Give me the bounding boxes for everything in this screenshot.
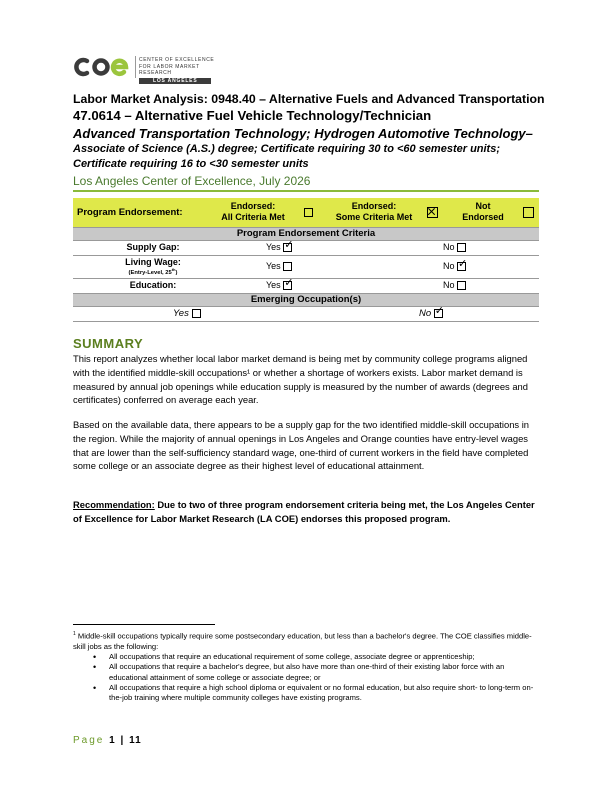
checkbox-emerging-yes[interactable]: [192, 309, 201, 318]
title-line5: Certificate requiring 16 to <30 semester units: [73, 158, 309, 170]
emerging-yes: [173, 308, 201, 319]
footnote: [73, 629, 543, 704]
emerging-row: [73, 306, 539, 322]
option-not-endorsed: [453, 201, 513, 223]
no-label: No: [443, 242, 455, 252]
logo-line2: FOR LABOR MARKET RESEARCH: [139, 63, 200, 76]
summary-paragraph-1: This report analyzes whether local labor market demand is being met by community college programs aligned with the identified middle-skill occupations¹ or whether a shortage of workers exists. Labor market demand is measured by annual job openings while education supply is measured by the number of awards (degrees and certificates) conferred on average each year.: [73, 353, 528, 406]
criteria-no: [443, 280, 466, 290]
recommendation-label: Recommendation:: [73, 499, 155, 510]
recommendation-text: Due to two of three program endorsement criteria being met, the Los Angeles Center of Excellence for Labor Market Research (LA COE) endorses this proposed program.: [73, 499, 535, 524]
criteria-label: Education:: [129, 280, 177, 290]
option-not-line2: Endorsed: [462, 212, 504, 222]
page-total: 11: [129, 735, 142, 746]
checkbox-some-criteria[interactable]: [427, 207, 438, 218]
logo-line1: CENTER OF EXCELLENCE: [139, 57, 215, 63]
yes-label: Yes: [266, 242, 281, 252]
criteria-row-education: [73, 278, 539, 293]
logo-text: [139, 57, 233, 84]
option-some-line1: Endorsed:: [351, 201, 397, 211]
recommendation: [73, 498, 541, 526]
criteria-label: Supply Gap:: [126, 242, 180, 252]
checkbox-living-wage-no[interactable]: [457, 262, 466, 271]
title-line1: Labor Market Analysis: 0948.40 – Alternative Fuels and Advanced Transportation: [73, 92, 545, 106]
living-wage-sub: (Entry-Level, 25th): [128, 267, 178, 276]
summary-heading: SUMMARY: [73, 336, 144, 351]
checkbox-not-endorsed[interactable]: [523, 207, 534, 218]
criteria-no: [443, 242, 466, 252]
footnote-bullet: • All occupations that require an educational requirement of some college, associate degree or apprenticeship;: [103, 652, 543, 662]
option-some-line2: Some Criteria Met: [335, 212, 413, 222]
criteria-yes: [266, 261, 292, 271]
checkbox-all-criteria[interactable]: [304, 208, 313, 217]
living-wage-label: Living Wage:: [125, 257, 181, 267]
checkbox-emerging-no[interactable]: [434, 309, 443, 318]
criteria-yes: [266, 280, 292, 290]
endorsement-label: Program Endorsement:: [77, 207, 183, 218]
title-line2: 47.0614 – Alternative Fuel Vehicle Technology/Technician: [73, 108, 432, 123]
option-not-line1: Not: [475, 201, 491, 211]
coe-logo-mark: [73, 52, 133, 82]
checkbox-supply-gap-yes[interactable]: [283, 243, 292, 252]
option-all-line2: All Criteria Met: [221, 212, 285, 222]
criteria-label: [73, 257, 233, 276]
checkbox-education-yes[interactable]: [283, 281, 292, 290]
criteria-row-living-wage: [73, 255, 539, 278]
page-word: Page: [73, 735, 105, 746]
coe-logo: [73, 52, 233, 82]
criteria-yes: [266, 242, 292, 252]
page-separator: |: [120, 735, 125, 746]
logo-bar: LOS ANGELES: [139, 78, 211, 85]
option-some-criteria: [329, 201, 419, 223]
title-rule: [73, 190, 539, 192]
option-all-line1: Endorsed:: [230, 201, 276, 211]
title-line3: Advanced Transportation Technology; Hydrogen Automotive Technology–: [73, 126, 533, 141]
title-line4: Associate of Science (A.S.) degree; Certificate requiring 30 to <60 semester units;: [73, 143, 501, 155]
no-label: No: [443, 261, 455, 271]
checkbox-supply-gap-no[interactable]: [457, 243, 466, 252]
criteria-row-supply-gap: [73, 240, 539, 255]
emerging-no: [419, 308, 443, 319]
yes-label: Yes: [266, 261, 281, 271]
yes-label: Yes: [266, 280, 281, 290]
checkbox-education-no[interactable]: [457, 281, 466, 290]
footnote-list: [73, 652, 543, 703]
page-number: 1: [109, 735, 116, 746]
no-label: No: [443, 280, 455, 290]
footnote-bullet: • All occupations that require a high school diploma or equivalent or no formal education, but also require short- to long-term on-the-job training where multiple community colleges have existing programs.: [103, 683, 543, 704]
footnote-bullet: • All occupations that require a bachelor's degree, but also have more than one-third of their existing labor force with an educational attainment of some college or associate degree; or: [103, 662, 543, 683]
endorsement-table: [73, 198, 539, 322]
emerging-no-label: No: [419, 308, 432, 319]
endorsement-row: [73, 198, 539, 227]
summary-paragraph-2: Based on the available data, there appears to be a supply gap for the two identified middle-skill occupations in the region. While the majority of annual openings in Los Angeles and Orange counties have entry-level wages that are lower than the self-sufficiency standard wage, one-third of current workers in the field have completed some college or an associate degree as their highest level of educational attainment.: [73, 419, 530, 472]
criteria-no: [443, 261, 466, 271]
option-all-criteria: [213, 201, 293, 223]
emerging-header: Emerging Occupation(s): [73, 293, 539, 306]
emerging-yes-label: Yes: [173, 308, 189, 319]
footnote-intro: Middle-skill occupations typically require some postsecondary education, but less than a bachelor's degree. The COE classifies middle-skill jobs as the following:: [73, 631, 532, 651]
page-footer: [73, 735, 142, 746]
logo-divider: [135, 56, 136, 78]
footnote-rule: [73, 624, 215, 625]
title-org-date: Los Angeles Center of Excellence, July 2026: [73, 174, 311, 188]
checkbox-living-wage-yes[interactable]: [283, 262, 292, 271]
criteria-header: Program Endorsement Criteria: [73, 227, 539, 240]
footnote-mark: 1: [73, 631, 76, 637]
